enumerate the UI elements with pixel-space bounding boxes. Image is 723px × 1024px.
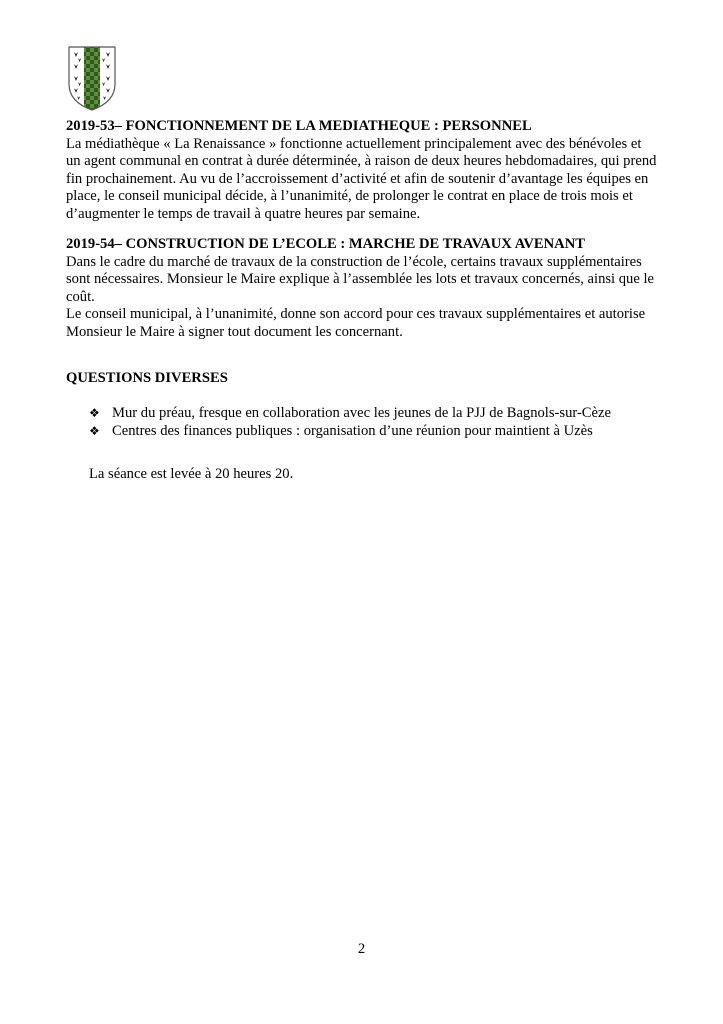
body-line: un agent communal en contrat à durée déterminée, à raison de deux heures hebdomadaires, qui prend (66, 153, 657, 170)
body-line: Le conseil municipal, à l’unanimité, donne son accord pour ces travaux supplémentaires et autorise (66, 306, 646, 323)
body-line: Dans le cadre du marché de travaux de la construction de l’école, certains travaux supplémentaires (66, 253, 642, 270)
body-line: La médiathèque « La Renaissance » fonctionne actuellement principalement avec des bénévoles et (66, 135, 642, 152)
section-body (66, 254, 666, 342)
closing-statement: La séance est levée à 20 heures 20. (89, 466, 294, 482)
section-ecole (66, 236, 666, 342)
body-line: Monsieur le Maire à signer tout document les concernant. (66, 323, 403, 340)
section-questions-diverses (66, 370, 666, 388)
body-line: sont nécessaires. Monsieur le Maire explique à l’assemblée les lots et travaux concernés, ainsi que le (66, 271, 655, 288)
section-heading: 2019-54– CONSTRUCTION DE L’ECOLE : MARCHE DE TRAVAUX AVENANT (66, 236, 585, 252)
section-mediatheque (66, 118, 666, 224)
list-item (89, 423, 611, 441)
diamond-bullet-icon: ❖ (89, 423, 100, 438)
body-line: coût. (66, 288, 95, 305)
list-item-text: Mur du préau, fresque en collaboration avec les jeunes de la PJJ de Bagnols-sur-Cèze (112, 405, 611, 421)
section-heading: 2019-53– FONCTIONNEMENT DE LA MEDIATHEQUE : PERSONNEL (66, 118, 532, 134)
body-line: fin prochainement. Au vu de l’accroissement d’activité et afin de soutenir d’avantage les équipes en (66, 170, 649, 187)
list-item (89, 405, 611, 423)
coat-of-arms-icon (66, 44, 118, 112)
section-body (66, 136, 666, 224)
body-line: place, le conseil municipal décide, à l’unanimité, de prolonger le contrat en place de trois mois et (66, 188, 633, 205)
bullet-list (89, 405, 611, 440)
section-heading: QUESTIONS DIVERSES (66, 370, 228, 386)
diamond-bullet-icon: ❖ (89, 406, 100, 420)
page-number: 2 (357, 941, 366, 957)
body-line: d’augmenter le temps de travail à quatre heures par semaine. (66, 205, 421, 222)
list-item-text: Centres des finances publiques : organisation d’une réunion pour maintient à Uzès (112, 422, 593, 439)
